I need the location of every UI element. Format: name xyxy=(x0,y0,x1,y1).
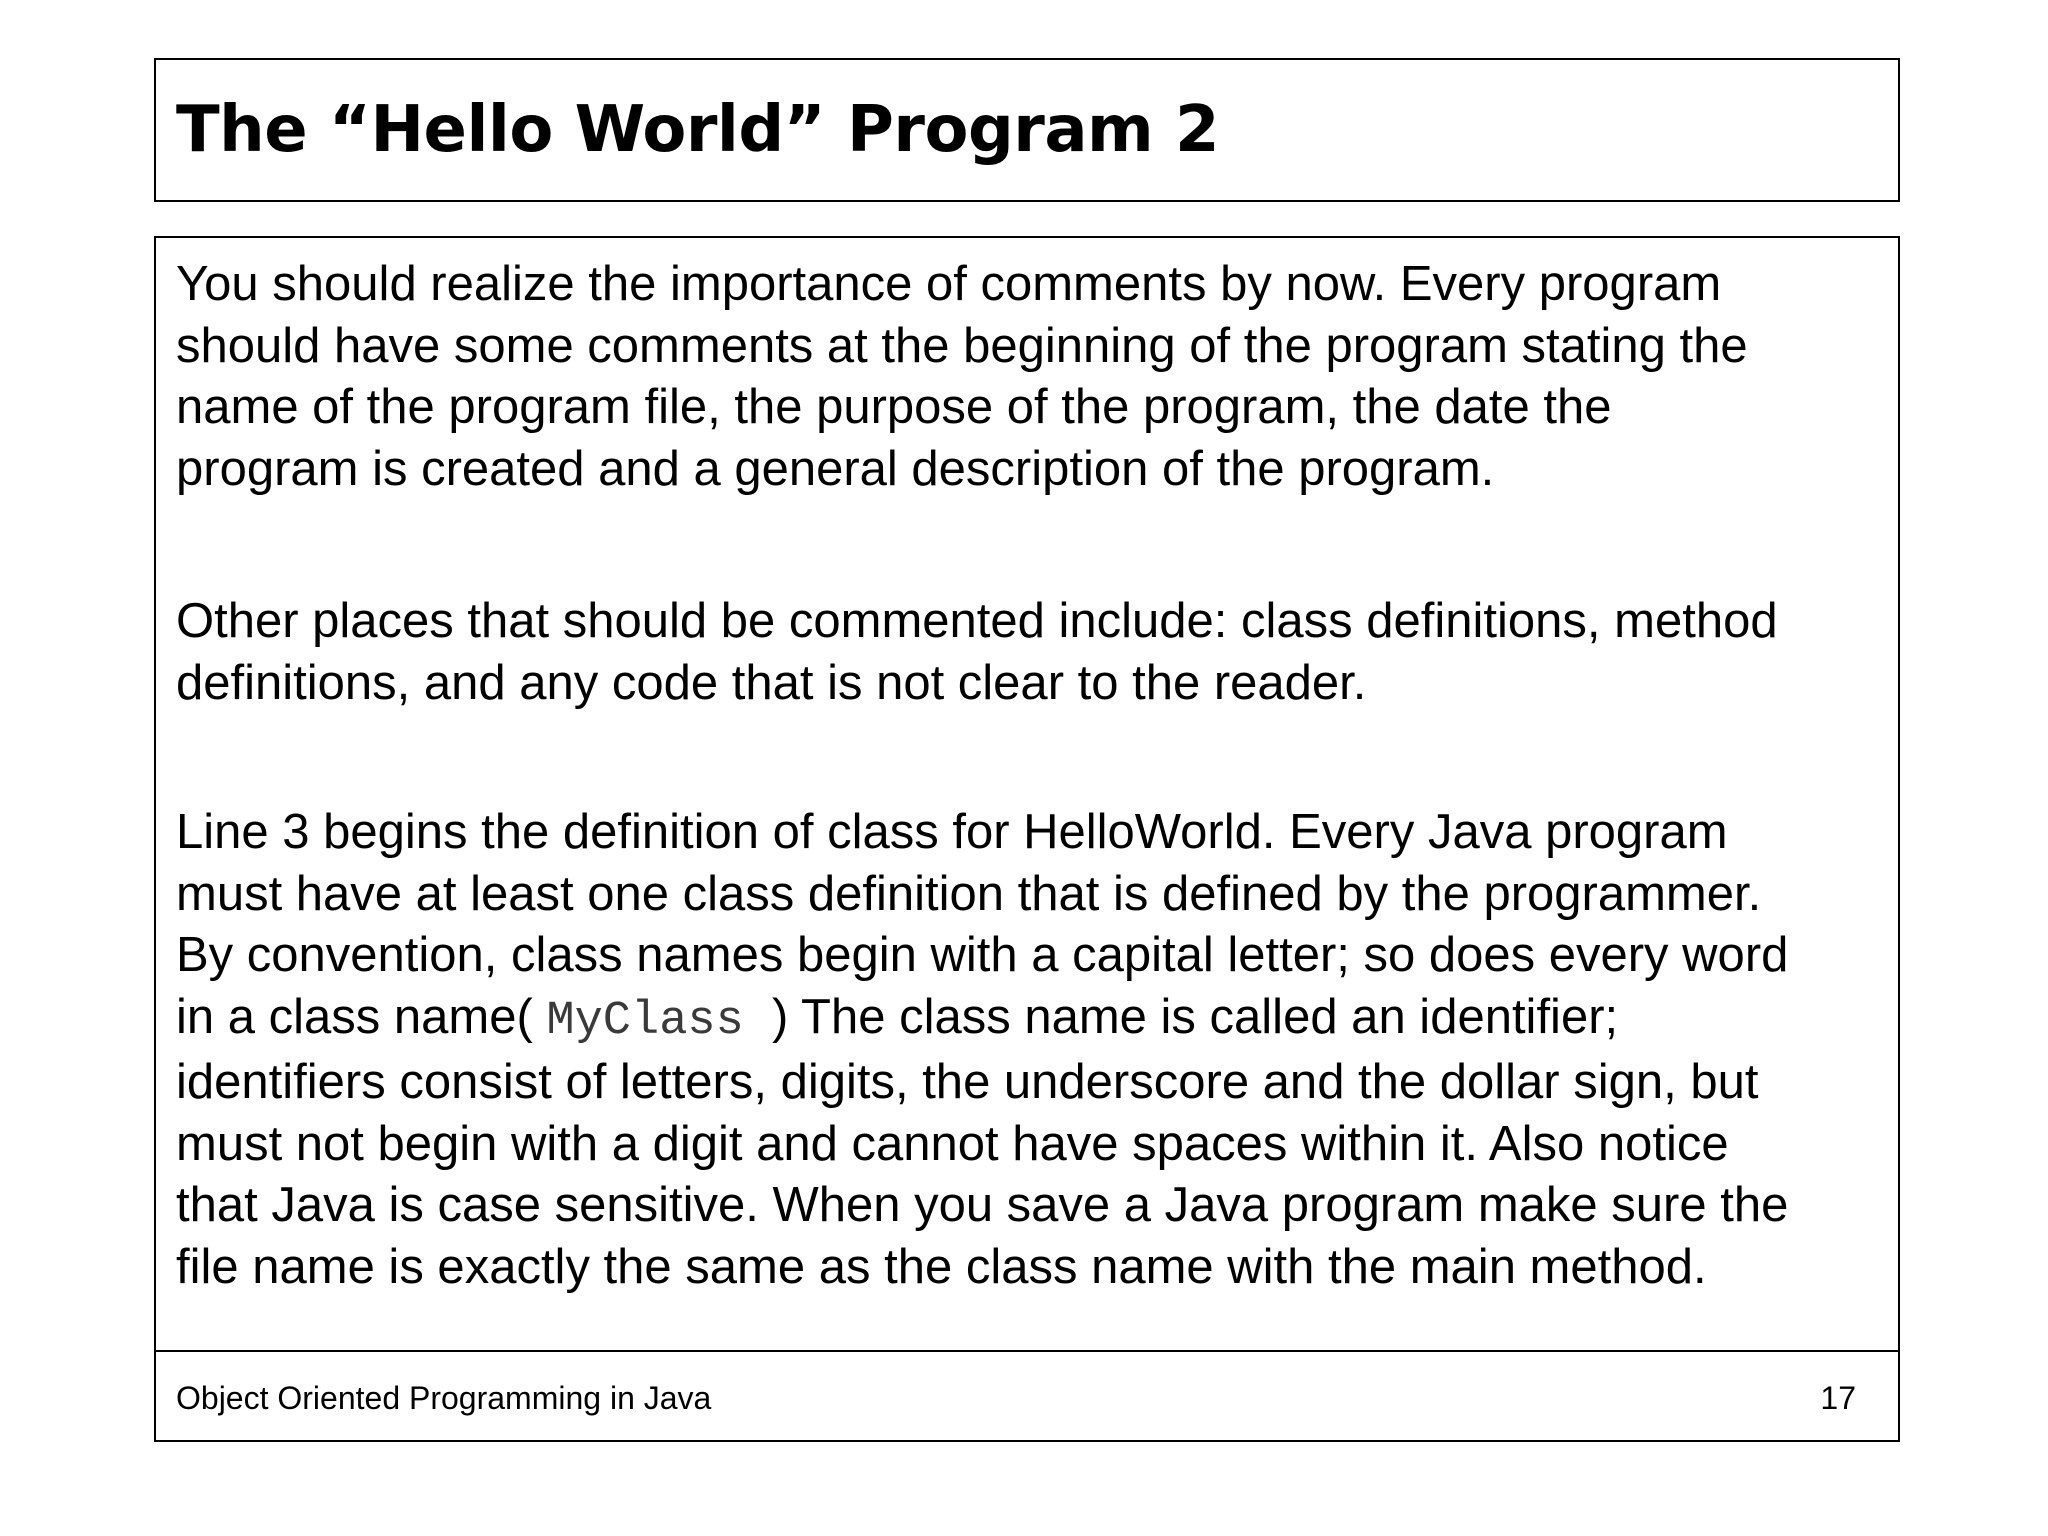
paragraph-comment-places xyxy=(176,591,1778,714)
text-line: identifiers consist of letters, digits, the underscore and the dollar sign, but xyxy=(176,1055,1759,1109)
footer-divider xyxy=(156,1350,1898,1352)
text-line: must not begin with a digit and cannot have spaces within it. Also notice xyxy=(176,1116,1729,1171)
code-sample-myclass: MyClass xyxy=(546,994,773,1048)
text-line: Other places that should be commented include: class definitions, method xyxy=(176,594,1778,648)
title-box xyxy=(154,58,1900,202)
text-line: must have at least one class definition that is defined by the programmer. xyxy=(176,866,1762,921)
footer-course-title: Object Oriented Programming in Java xyxy=(176,1380,712,1416)
paragraph-comments-importance xyxy=(176,254,1748,500)
text-line: that Java is case sensitive. When you save a Java program make sure the xyxy=(176,1178,1789,1232)
text-line: file name is exactly the same as the class name with the main method. xyxy=(176,1239,1707,1294)
text-line: You should realize the importance of comments by now. Every program xyxy=(176,257,1722,311)
text-line: Line 3 begins the definition of class for HelloWorld. Every Java program xyxy=(176,805,1728,859)
text-line-with-code xyxy=(176,987,1788,1053)
slide-title: The “Hello World” Program 2 xyxy=(176,93,1219,167)
content-box xyxy=(154,236,1900,1442)
text-fragment: ) The class name is called an identifier; xyxy=(772,989,1619,1044)
paragraph-class-definition xyxy=(176,802,1788,1298)
text-line: definitions, and any code that is not clear to the reader. xyxy=(176,655,1367,710)
text-line: By convention, class names begin with a capital letter; so does every word xyxy=(176,928,1789,982)
text-fragment: in a class name( xyxy=(176,989,547,1044)
text-line: should have some comments at the beginning of the program stating the xyxy=(176,318,1748,373)
bottom-border-line xyxy=(154,1440,1900,1442)
page-number: 17 xyxy=(1820,1380,1856,1416)
text-line: program is created and a general description of the program. xyxy=(176,441,1495,496)
text-line: name of the program file, the purpose of the program, the date the xyxy=(176,380,1612,434)
